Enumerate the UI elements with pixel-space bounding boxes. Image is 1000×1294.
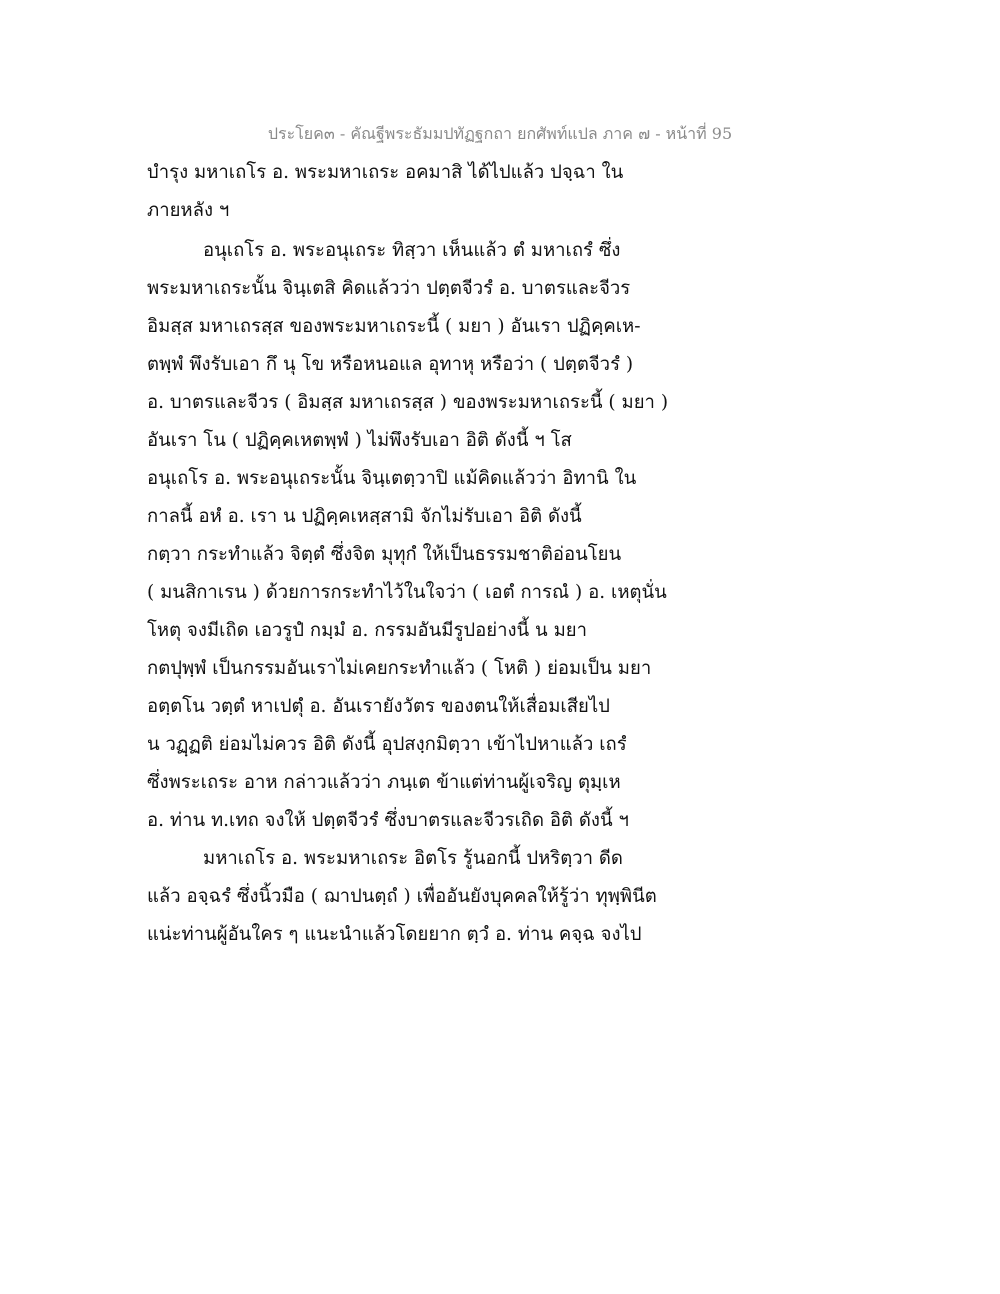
body-text	[147, 154, 852, 954]
text-line: อันเรา โน ( ปฏิคฺคเหตพฺพํ ) ไม่พึงรับเอา อิติ ดังนี้ ฯ โส	[147, 430, 572, 451]
text-line: อตฺตโน วตฺตํ หาเปตุํ อ. อันเรายังวัตร ของตนให้เสื่อมเสียไป	[147, 696, 610, 717]
text-line: ( มนสิกาเรน ) ด้วยการกระทำไว้ในใจว่า ( เอตํ การณํ ) อ. เหตุนั่น	[147, 582, 667, 603]
text-line: กตปุพฺพํ เป็นกรรมอันเราไม่เคยกระทำแล้ว ( โหติ ) ย่อมเป็น มยา	[147, 658, 652, 679]
text-line: ภายหลัง ฯ	[147, 200, 230, 221]
text-line: อิมสฺส มหาเถรสฺส ของพระมหาเถระนี้ ( มยา ) อันเรา ปฏิคฺคเห-	[147, 316, 641, 337]
paragraph-start-line: มหาเถโร อ. พระมหาเถระ อิตโร รู้นอกนี้ ปหริตฺวา ดีด	[203, 848, 623, 869]
paragraph-start-line: อนุเถโร อ. พระอนุเถระ ทิสฺวา เห็นแล้ว ตํ มหาเถรํ ซึ่ง	[203, 240, 621, 261]
text-line: กตฺวา กระทำแล้ว จิตฺตํ ซึ่งจิต มุทุกํ ให้เป็นธรรมชาติอ่อนโยน	[147, 544, 622, 565]
text-line: กาลนี้ อหํ อ. เรา น ปฏิคฺคเหสฺสามิ จักไม่รับเอา อิติ ดังนี้	[147, 506, 582, 527]
text-line: โหตุ จงมีเถิด เอวรูปํ กมฺมํ อ. กรรมอันมีรูปอย่างนี้ น มยา	[147, 620, 587, 641]
running-header: ประโยค๓ - คัณฐีพระธัมมปทัฏฐกถา ยกศัพท์แปล ภาค ๗ - หน้าที่ 95	[267, 124, 733, 143]
text-line: อ. ท่าน ท.เทถ จงให้ ปตฺตจีวรํ ซึ่งบาตรและจีวรเถิด อิติ ดังนี้ ฯ	[147, 810, 629, 831]
text-line: อ. บาตรและจีวร ( อิมสฺส มหาเถรสฺส ) ของพระมหาเถระนี้ ( มยา )	[147, 392, 669, 413]
text-line: ตพฺพํ พึงรับเอา กึ นุ โข หรือหนอแล อุทาหุ หรือว่า ( ปตฺตจีวรํ )	[147, 354, 634, 375]
text-line: แน่ะท่านผู้อันใคร ๆ แนะนำแล้วโดยยาก ตฺวํ อ. ท่าน คจฺฉ จงไป	[147, 924, 642, 945]
text-line: น วฏฺฏติ ย่อมไม่ควร อิติ ดังนี้ อุปสงฺกมิตฺวา เข้าไปหาแล้ว เถรํ	[147, 734, 627, 755]
text-line: พระมหาเถระนั้น จินฺเตสิ คิดแล้วว่า ปตฺตจีวรํ อ. บาตรและจีวร	[147, 278, 631, 299]
text-line: บำรุง มหาเถโร อ. พระมหาเถระ อคมาสิ ได้ไปแล้ว ปจฺฉา ใน	[147, 162, 624, 183]
text-line: อนุเถโร อ. พระอนุเถระนั้น จินฺเตตฺวาปิ แม้คิดแล้วว่า อิทานิ ใน	[147, 468, 637, 489]
text-line: แล้ว อจฺฉรํ ซึ่งนิ้วมือ ( ฌาปนตฺถํ ) เพื่ออันยังบุคคลให้รู้ว่า ทุพฺพินีต	[147, 886, 657, 907]
text-line: ซึ่งพระเถระ อาห กล่าวแล้วว่า ภนฺเต ข้าแต่ท่านผู้เจริญ ตุมฺเห	[147, 772, 621, 793]
